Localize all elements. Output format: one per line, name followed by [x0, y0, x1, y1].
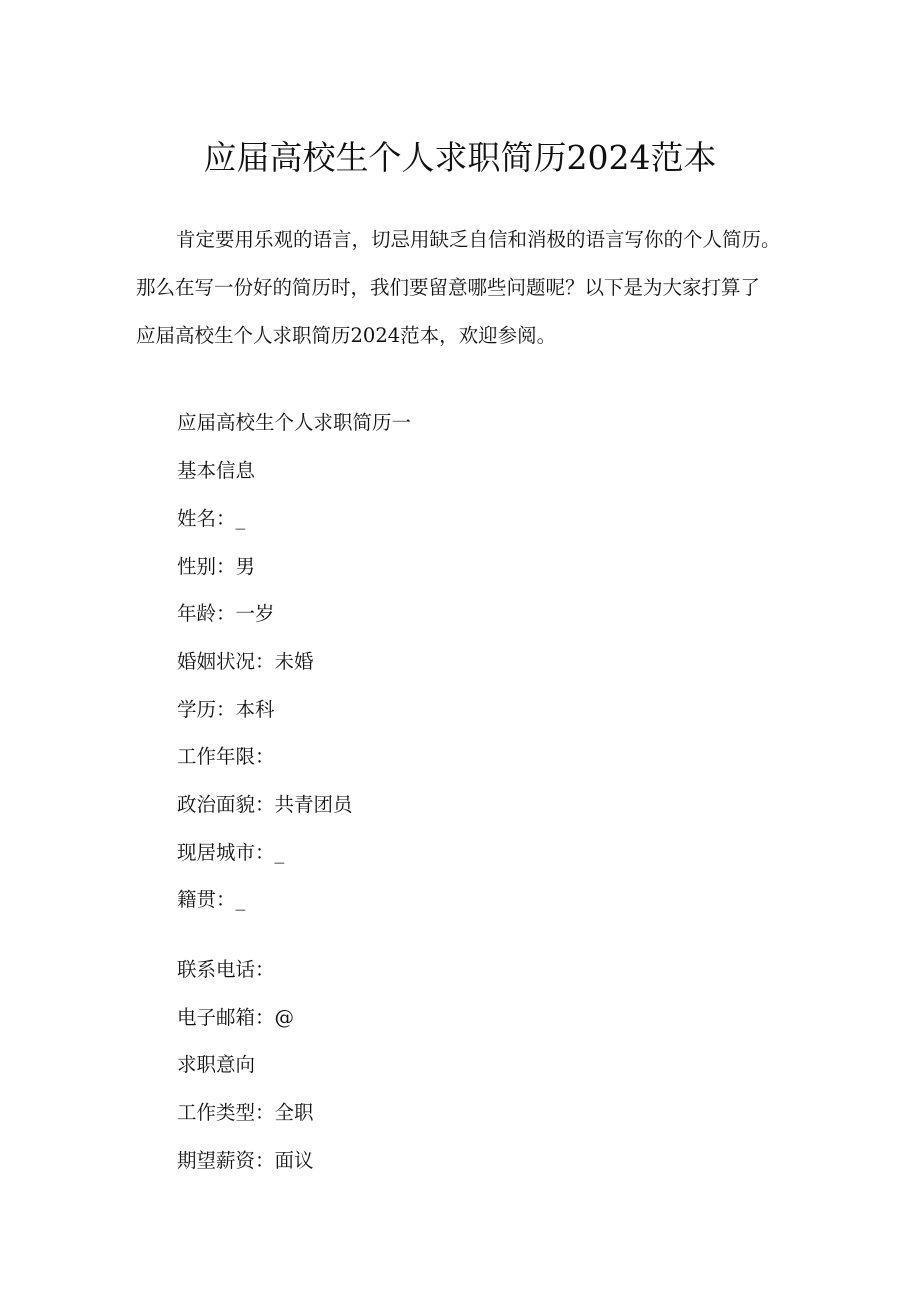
field-email: 电子邮箱：@: [177, 1006, 295, 1029]
field-expected-salary: 期望薪资：面议: [177, 1149, 314, 1172]
resume-heading: 应届高校生个人求职简历一: [177, 411, 412, 434]
field-hometown: 籍贯：_: [177, 888, 246, 911]
field-name: 姓名：_: [177, 507, 246, 530]
field-political-status: 政治面貌：共青团员: [177, 793, 353, 816]
field-work-years: 工作年限：: [177, 745, 275, 768]
field-age: 年龄：一岁: [177, 602, 275, 625]
field-current-city: 现居城市：_: [177, 841, 285, 864]
field-marital-status: 婚姻状况：未婚: [177, 650, 314, 673]
intro-paragraph: [136, 216, 796, 360]
intro-line-2: 那么在写一份好的简历时，我们要留意哪些问题呢？以下是为大家打算了: [136, 276, 761, 299]
section-basic-info: 基本信息: [177, 459, 256, 482]
intro-line-1: 肯定要用乐观的语言，切忌用缺乏自信和消极的语言写你的个人简历。: [176, 228, 781, 251]
field-education: 学历：本科: [177, 698, 275, 721]
document-title: 应届高校生个人求职简历2024范本: [203, 138, 717, 177]
section-job-intent: 求职意向: [177, 1053, 256, 1076]
field-gender: 性别：男: [177, 555, 256, 578]
intro-line-3: 应届高校生个人求职简历2024范本，欢迎参阅。: [136, 324, 557, 347]
field-job-type: 工作类型：全职: [177, 1101, 314, 1124]
field-phone: 联系电话：: [177, 958, 275, 981]
